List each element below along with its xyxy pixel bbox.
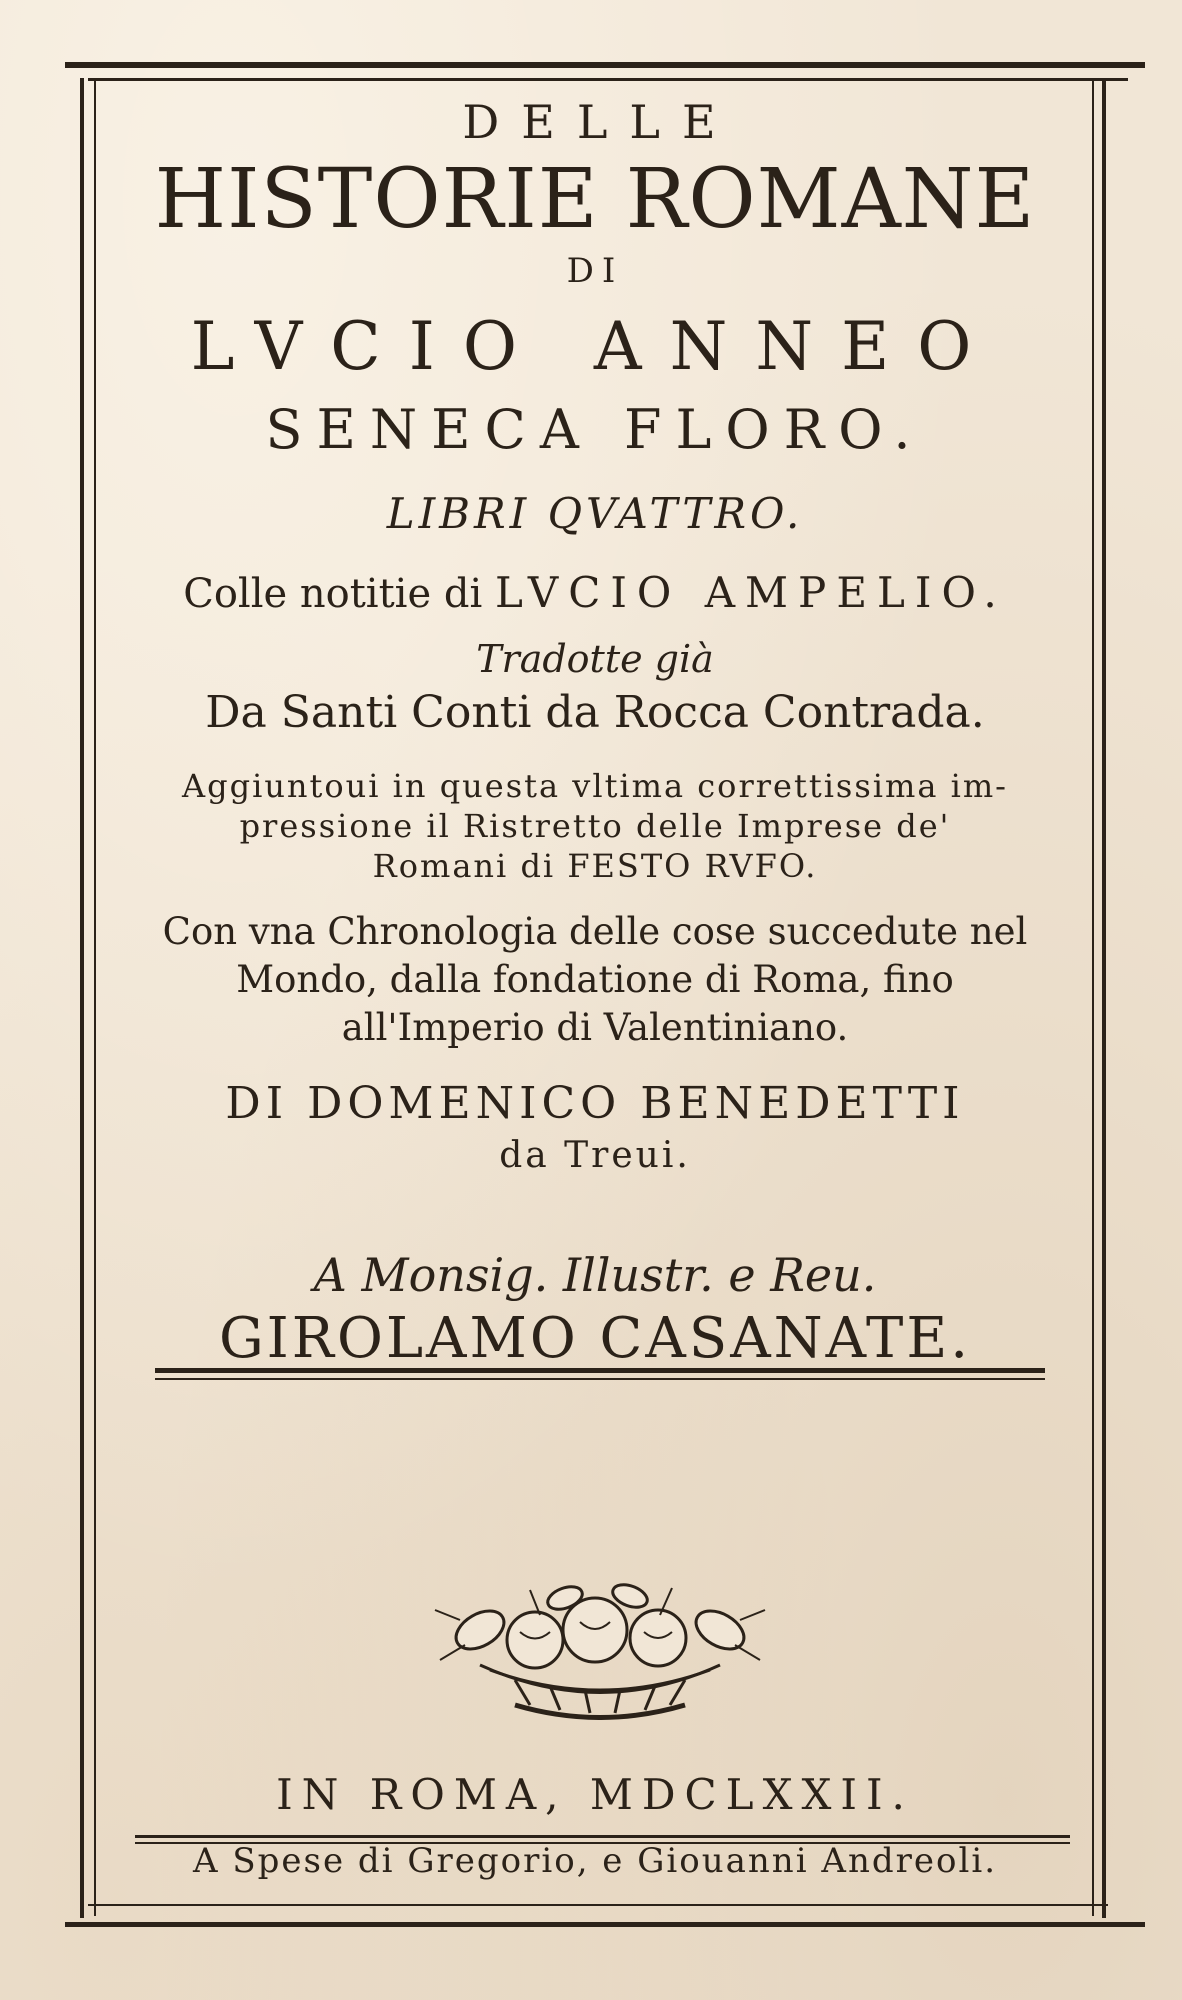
right-rule-inner <box>1092 80 1094 1916</box>
tradotte-gia: Tradotte già <box>476 637 714 681</box>
top-rule-inner <box>88 78 1128 81</box>
bottom-rule-outer <box>65 1922 1145 1927</box>
libri-quattro: LIBRI QVATTRO. <box>386 489 804 538</box>
fruit-basket-ornament-icon <box>420 1570 780 1720</box>
imprint-publisher: A Spese di Gregorio, e Giouanni Andreoli. <box>192 1841 998 1881</box>
chronology-line-2: Mondo, dalla fondatione di Roma, fino <box>236 958 954 1001</box>
addition-line-1: Aggiuntoui in questa vltima correttissima im- <box>182 767 1008 805</box>
dedication-title: A Monsig. Illustr. e Reu. <box>313 1248 877 1302</box>
left-rule-outer <box>80 78 84 1918</box>
top-rule-outer <box>65 62 1145 68</box>
chronology-line-1: Con vna Chronologia delle cose succedute nel <box>162 910 1028 953</box>
mid-rule-thin <box>155 1378 1045 1380</box>
title-block <box>100 95 1090 1371</box>
title-delle: DELLE <box>462 95 738 149</box>
addition-line-2: pressione il Ristretto delle Imprese de' <box>239 807 951 845</box>
author-lucio-anneo: LVCIO ANNEO <box>190 308 1000 385</box>
imprint-place-date: IN ROMA, MDCLXXII. <box>276 1770 914 1819</box>
right-rule-outer <box>1102 78 1106 1918</box>
addition-line-3: Romani di FESTO RVFO. <box>372 847 818 885</box>
title-historie-romane: HISTORIE ROMANE <box>154 152 1036 247</box>
author-seneca-floro: SENECA FLORO. <box>265 398 925 461</box>
editor-name: DI DOMENICO BENEDETTI <box>225 1078 965 1129</box>
colle-prefix: Colle notitie di <box>183 571 483 617</box>
translator-line: Da Santi Conti da Rocca Contrada. <box>205 687 985 738</box>
chronology-line-3: all'Imperio di Valentiniano. <box>341 1006 849 1049</box>
editor-origin: da Treui. <box>499 1135 691 1176</box>
title-di: DI <box>566 251 624 291</box>
dedicatee-name: GIROLAMO CASANATE. <box>218 1306 972 1371</box>
ampelio-name: LVCIO AMPELIO. <box>494 568 1007 617</box>
imprint-block <box>100 1770 1090 1881</box>
colle-notitie <box>100 568 1090 617</box>
left-rule-inner <box>94 80 96 1916</box>
bottom-rule-inner <box>88 1904 1108 1906</box>
